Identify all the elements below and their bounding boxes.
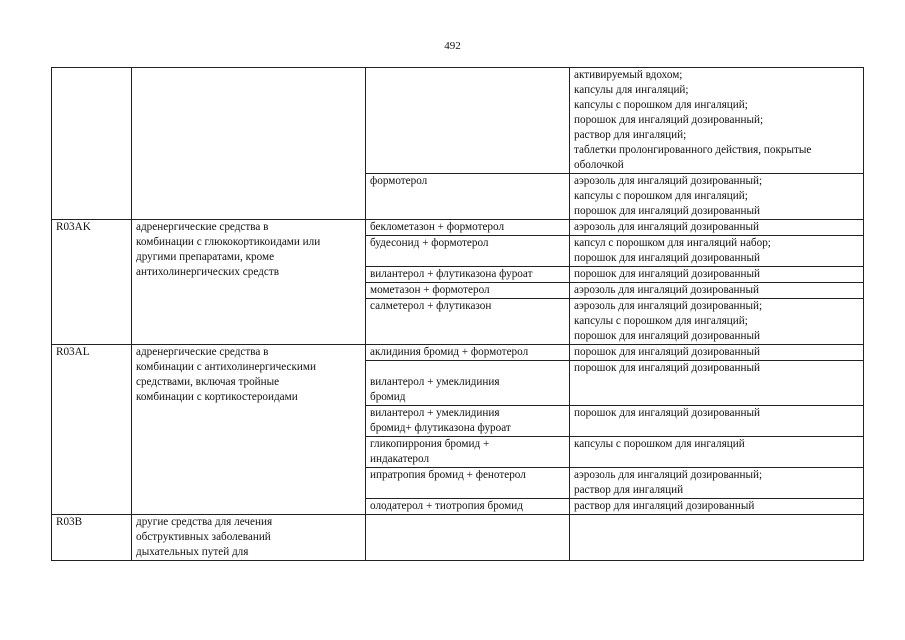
drug-name-cell: [366, 220, 570, 236]
group-name-cell: [132, 515, 366, 561]
drug-name-cell: [366, 283, 570, 299]
drug-name-line: аклидиния бромид + формотерол: [370, 346, 529, 358]
drug-name-cell: [366, 299, 570, 345]
dosage-form-cell: [570, 499, 864, 515]
dosage-form-cell: [570, 361, 864, 406]
group-name-cell: [132, 345, 366, 515]
drug-name-cell: [366, 468, 570, 499]
dosage-form-cell: [570, 174, 864, 220]
drug-name-line: бромид+ флутиказона фуроат: [370, 422, 511, 434]
drug-name-line: мометазон + формотерол: [370, 284, 490, 296]
group-name-line: комбинации с антихолинергическими: [136, 361, 316, 373]
drug-name-line: гликопиррония бромид +: [370, 438, 490, 450]
group-name-cell: [132, 220, 366, 345]
dosage-form-line: порошок для ингаляций дозированный: [574, 330, 760, 342]
dosage-form-cell: [570, 345, 864, 361]
drug-name-cell: [366, 267, 570, 283]
page-number: 492: [444, 40, 461, 52]
drug-classification-table: [51, 67, 864, 561]
group-name-cell: [132, 68, 366, 220]
drug-name-line: вилантерол + умеклидиния: [370, 407, 500, 419]
drug-name-cell: [366, 361, 570, 406]
dosage-form-cell: [570, 299, 864, 345]
dosage-form-line: порошок для ингаляций дозированный: [574, 205, 760, 217]
drug-name-line: индакатерол: [370, 453, 430, 465]
dosage-form-line: аэрозоль для ингаляций дозированный;: [574, 469, 763, 481]
group-name-line: другие средства для лечения: [136, 516, 273, 528]
drug-name-cell: [366, 174, 570, 220]
dosage-form-line: аэрозоль для ингаляций дозированный;: [574, 175, 763, 187]
dosage-form-cell: [570, 68, 864, 174]
drug-name-line: вилантерол + умеклидиния: [370, 376, 500, 388]
group-name-line: другими препаратами, кроме: [136, 251, 275, 263]
drug-name-line: вилантерол + флутиказона фуроат: [370, 268, 533, 280]
dosage-form-line: раствор для ингаляций;: [574, 129, 687, 141]
dosage-form-cell: [570, 437, 864, 468]
group-name-line: дыхательных путей для: [136, 546, 249, 558]
drug-name-line: бромид: [370, 391, 406, 403]
dosage-form-cell: [570, 515, 864, 561]
table-row: [52, 345, 864, 361]
dosage-form-line: аэрозоль для ингаляций дозированный: [574, 221, 760, 233]
dosage-form-line: капсулы с порошком для ингаляций;: [574, 190, 748, 202]
drug-name-line: беклометазон + формотерол: [370, 221, 505, 233]
group-name-line: комбинации с кортикостероидами: [136, 391, 298, 403]
dosage-form-line: капсулы с порошком для ингаляций;: [574, 315, 748, 327]
table-row: [52, 68, 864, 174]
drug-name-line: будесонид + формотерол: [370, 237, 489, 249]
atc-code-cell: R03AL: [52, 345, 132, 515]
group-name-line: адренергические средства в: [136, 221, 269, 233]
drug-name-cell: [366, 406, 570, 437]
dosage-form-line: капсулы для ингаляций;: [574, 84, 689, 96]
dosage-form-line: капсул с порошком для ингаляций набор;: [574, 237, 771, 249]
drug-name-line: ипратропия бромид + фенотерол: [370, 469, 526, 481]
dosage-form-line: таблетки пролонгированного действия, покрытые оболочкой: [574, 144, 812, 171]
drug-name-cell: [366, 437, 570, 468]
table-row: [52, 515, 864, 561]
dosage-form-line: аэрозоль для ингаляций дозированный;: [574, 300, 763, 312]
dosage-form-cell: [570, 267, 864, 283]
group-name-line: адренергические средства в: [136, 346, 269, 358]
dosage-form-cell: [570, 468, 864, 499]
atc-code-cell: [52, 68, 132, 220]
dosage-form-line: активируемый вдохом;: [574, 69, 683, 81]
table-row: [52, 220, 864, 236]
drug-name-cell: [366, 68, 570, 174]
atc-code-cell: R03B: [52, 515, 132, 561]
drug-name-line: формотерол: [370, 175, 428, 187]
drug-name-cell: [366, 499, 570, 515]
dosage-form-line: порошок для ингаляций дозированный: [574, 268, 760, 280]
dosage-form-line: порошок для ингаляций дозированный: [574, 346, 760, 358]
dosage-form-cell: [570, 283, 864, 299]
dosage-form-line: капсулы с порошком для ингаляций: [574, 438, 745, 450]
dosage-form-line: капсулы с порошком для ингаляций;: [574, 99, 748, 111]
group-name-line: средствами, включая тройные: [136, 376, 280, 388]
dosage-form-line: порошок для ингаляций дозированный;: [574, 114, 764, 126]
dosage-form-line: порошок для ингаляций дозированный: [574, 362, 760, 374]
dosage-form-line: порошок для ингаляций дозированный: [574, 252, 760, 264]
dosage-form-cell: [570, 406, 864, 437]
group-name-line: комбинации с глюкокортикоидами или: [136, 236, 321, 248]
dosage-form-line: раствор для ингаляций: [574, 484, 684, 496]
drug-name-line: салметерол + флутиказон: [370, 300, 492, 312]
group-name-line: обструктивных заболеваний: [136, 531, 271, 543]
dosage-form-line: аэрозоль для ингаляций дозированный: [574, 284, 760, 296]
dosage-form-line: раствор для ингаляций дозированный: [574, 500, 755, 512]
drug-name-line: олодатерол + тиотропия бромид: [370, 500, 523, 512]
drug-name-cell: [366, 515, 570, 561]
group-name-line: антихолинергических средств: [136, 266, 279, 278]
atc-code-cell: R03AK: [52, 220, 132, 345]
dosage-form-line: порошок для ингаляций дозированный: [574, 407, 760, 419]
dosage-form-cell: [570, 220, 864, 236]
dosage-form-cell: [570, 236, 864, 267]
drug-name-cell: [366, 236, 570, 267]
drug-name-cell: [366, 345, 570, 361]
